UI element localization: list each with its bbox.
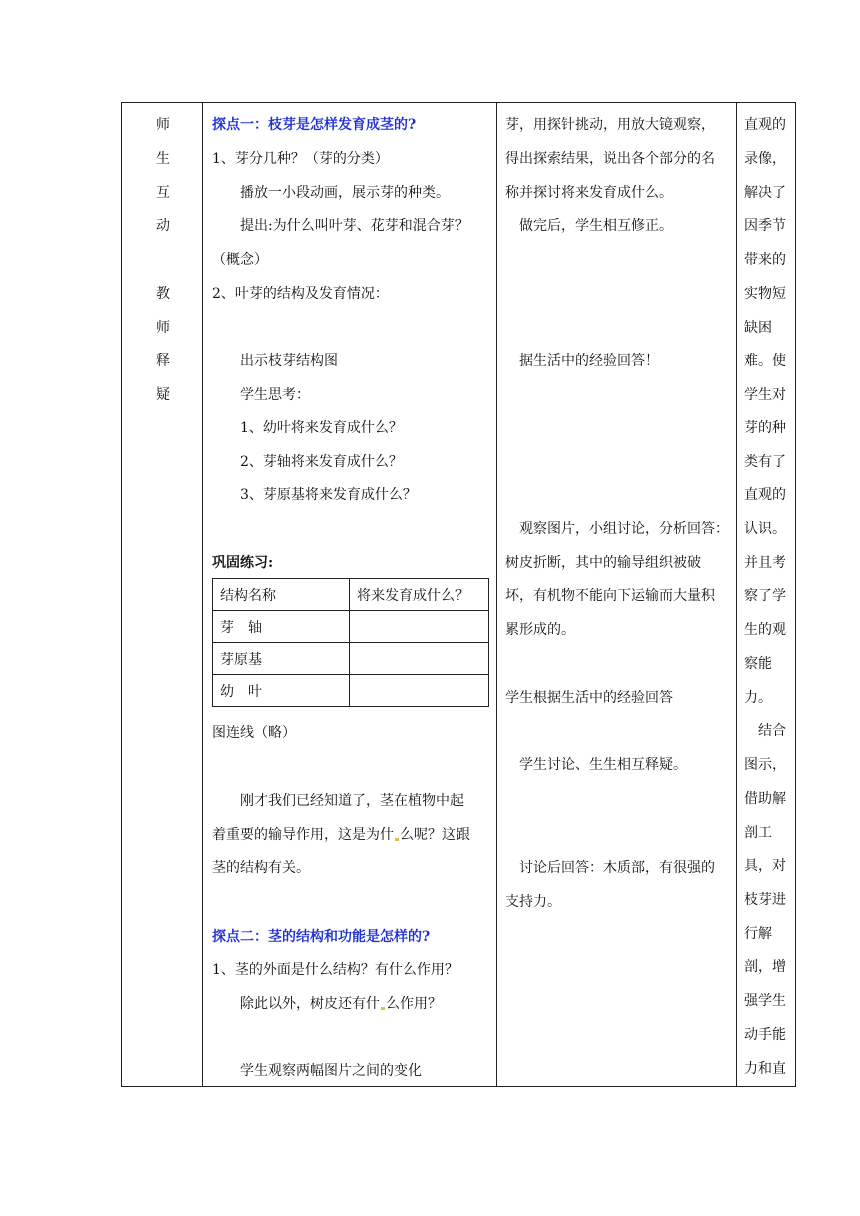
paragraph-text: 么呢？这跟 [400, 827, 470, 843]
student-line: 观察图片，小组讨论，分析回答： [519, 521, 729, 537]
intent-line: 直观的 [744, 117, 786, 133]
student-line: 讨论后回答：木质部，有很强的 [519, 860, 715, 876]
table-row [213, 643, 489, 675]
intent-line: 带来的 [744, 252, 786, 268]
edit-mark [381, 1007, 385, 1010]
intent-line: 缺困 [744, 320, 772, 336]
student-line: 学生讨论、生生相互释疑。 [519, 757, 687, 773]
question-3: 1、茎的外面是什么结构？有什么作用？ [212, 962, 459, 978]
student-line: 支持力。 [505, 894, 561, 910]
intent-line: 力。 [744, 690, 772, 706]
intent-line: 难。使 [744, 353, 786, 369]
student-line: 树皮折断，其中的输导组织被破 [505, 555, 701, 571]
table-header: 将来发育成什么？ [350, 579, 489, 611]
column-divider [736, 103, 737, 1086]
table-header: 结构名称 [213, 579, 350, 611]
student-line: 芽，用探针挑动，用放大镜观察， [505, 117, 715, 133]
table-row [213, 611, 489, 643]
intent-line: 认识。 [744, 521, 786, 537]
stage-char: 教 [156, 286, 170, 302]
think-item: 3、芽原基将来发育成什么？ [240, 487, 417, 503]
diagram-link: 图连线（略） [212, 725, 296, 741]
answer-cell [350, 643, 489, 675]
stage-char: 生 [156, 151, 170, 167]
intent-line: 解决了 [744, 185, 786, 201]
intent-line: 图示， [744, 757, 786, 773]
intent-line: 因季节 [744, 218, 786, 234]
intent-line: 生的观 [744, 622, 786, 638]
intent-line: 动手能 [744, 1027, 786, 1043]
intent-line: 直观的 [744, 487, 786, 503]
student-think: 学生思考： [240, 387, 310, 403]
bark-question [240, 994, 442, 1014]
stage-char: 动 [156, 218, 170, 234]
observe-note: 学生观察两幅图片之间的变化 [240, 1063, 422, 1079]
intent-line: 枝芽进 [744, 892, 786, 908]
table-cell: 芽原基 [213, 643, 350, 675]
intent-line: 类有了 [744, 454, 786, 470]
paragraph-line: 茎的结构有关。 [212, 860, 310, 876]
paragraph-text: 着重要的输导作用，这是为什 [212, 827, 394, 843]
intent-line: 并且考 [744, 555, 786, 571]
practice-title: 巩固练习: [212, 555, 274, 571]
stage-char: 互 [156, 185, 170, 201]
stage-char: 师 [156, 117, 170, 133]
student-line: 累形成的。 [505, 622, 575, 638]
intent-line: 剖工 [744, 825, 772, 841]
question-2: 2、叶芽的结构及发育情况： [212, 286, 389, 302]
stage-char: 疑 [156, 387, 170, 403]
think-item: 1、幼叶将来发育成什么？ [240, 420, 403, 436]
animation-note: 播放一小段动画，展示芽的种类。 [240, 185, 450, 201]
stage-char: 师 [156, 320, 170, 336]
student-line: 做完后，学生相互修正。 [519, 218, 673, 234]
table-row [213, 675, 489, 707]
student-line: 据生活中的经验回答！ [519, 353, 659, 369]
bark-text: 么作用？ [386, 996, 442, 1012]
intent-line: 借助解 [744, 791, 786, 807]
intent-line: 行解 [744, 926, 772, 942]
teacher-column [203, 103, 496, 1086]
intent-line: 录像， [744, 151, 786, 167]
paragraph-line: 刚才我们已经知道了，茎在植物中起 [240, 793, 464, 809]
prompt-question: 提出:为什么叫叶芽、花芽和混合芽？ [240, 218, 469, 234]
edit-mark [395, 838, 399, 841]
table-cell: 幼 叶 [213, 675, 350, 707]
intent-line: 剖，增 [744, 959, 786, 975]
show-diagram: 出示枝芽结构图 [240, 353, 338, 369]
intent-line: 学生对 [744, 387, 786, 403]
intent-line: 强学生 [744, 993, 786, 1009]
lesson-table [121, 102, 796, 1087]
table-cell: 芽 轴 [213, 611, 350, 643]
student-line: 得出探索结果，说出各个部分的名 [505, 151, 715, 167]
think-item: 2、芽轴将来发育成什么？ [240, 454, 403, 470]
answer-cell [350, 675, 489, 707]
paragraph-line [212, 825, 470, 845]
section-heading-1: 探点一：枝芽是怎样发育成茎的? [212, 117, 417, 133]
bark-text: 除此以外，树皮还有什 [240, 996, 380, 1012]
practice-table [212, 578, 489, 707]
intent-line: 力和直 [744, 1061, 786, 1077]
answer-cell [350, 611, 489, 643]
intent-line: 芽的种 [744, 420, 786, 436]
student-line: 学生根据生活中的经验回答 [505, 690, 673, 706]
table-row [213, 579, 489, 611]
intent-line: 察能 [744, 656, 772, 672]
student-line: 称并探讨将来发育成什么。 [505, 185, 673, 201]
column-divider [496, 103, 497, 1086]
intent-line: 实物短 [744, 286, 786, 302]
student-line: 坏，有机物不能向下运输而大量积 [505, 588, 715, 604]
stage-char: 释 [156, 353, 170, 369]
question-1: 1、芽分几种？（芽的分类） [212, 151, 389, 167]
intent-line: 结合 [758, 723, 786, 739]
concept-note: （概念） [212, 252, 268, 268]
intent-line: 具，对 [744, 858, 786, 874]
section-heading-2: 探点二：茎的结构和功能是怎样的? [212, 929, 431, 945]
intent-line: 察了学 [744, 588, 786, 604]
